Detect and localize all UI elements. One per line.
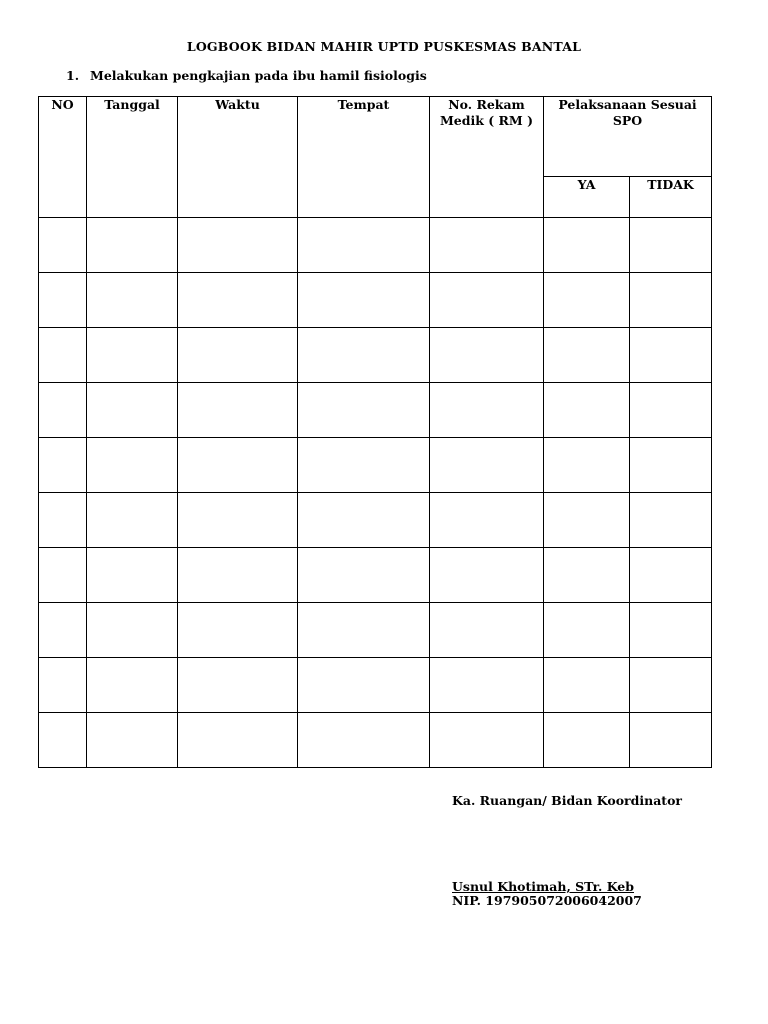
table-cell: [87, 273, 178, 328]
table-cell: [430, 438, 544, 493]
header-tanggal: Tanggal: [87, 97, 178, 218]
table-row: [39, 658, 712, 713]
table-row: [39, 713, 712, 768]
table-row: [39, 218, 712, 273]
table-cell: [298, 328, 430, 383]
table-cell: [544, 658, 630, 713]
table-cell: [87, 438, 178, 493]
section-heading: [66, 68, 427, 83]
table-cell: [39, 438, 87, 493]
table-cell: [630, 493, 712, 548]
table-cell: [178, 328, 298, 383]
table-cell: [544, 218, 630, 273]
header-rekam-medik-line2: Medik ( RM ): [439, 113, 534, 128]
table-cell: [178, 273, 298, 328]
table-cell: [87, 603, 178, 658]
table-cell: [298, 658, 430, 713]
section-number: 1.: [66, 68, 80, 83]
table-cell: [298, 273, 430, 328]
header-pelaksanaan-line1: Pelaksanaan Sesuai: [558, 97, 697, 112]
header-waktu: Waktu: [178, 97, 298, 218]
table-row: [39, 603, 712, 658]
table-cell: [298, 438, 430, 493]
table-cell: [39, 603, 87, 658]
document-title: LOGBOOK BIDAN MAHIR UPTD PUSKESMAS BANTAL: [186, 39, 582, 54]
table-cell: [178, 438, 298, 493]
table-cell: [630, 658, 712, 713]
table-cell: [178, 603, 298, 658]
header-pelaksanaan-line2: SPO: [612, 113, 643, 128]
table-cell: [39, 383, 87, 438]
table-cell: [178, 713, 298, 768]
table-cell: [298, 493, 430, 548]
table-cell: [430, 273, 544, 328]
header-rekam-medik-line1: No. Rekam: [448, 97, 525, 112]
signature-nip: NIP. 197905072006042007: [452, 893, 642, 908]
table-cell: [544, 493, 630, 548]
table-cell: [39, 273, 87, 328]
table-cell: [630, 548, 712, 603]
table-cell: [630, 218, 712, 273]
table-cell: [630, 438, 712, 493]
table-cell: [87, 548, 178, 603]
signature-role: Ka. Ruangan/ Bidan Koordinator: [452, 793, 682, 808]
table-cell: [87, 658, 178, 713]
table-cell: [39, 218, 87, 273]
header-rekam-medik: [430, 97, 544, 218]
table-cell: [298, 218, 430, 273]
table-cell: [178, 548, 298, 603]
table-row: [39, 493, 712, 548]
table-cell: [87, 713, 178, 768]
signature-name: Usnul Khotimah, STr. Keb: [452, 879, 634, 894]
table-cell: [544, 273, 630, 328]
logbook-body: [39, 218, 712, 768]
header-no: NO: [39, 97, 87, 218]
table-cell: [39, 548, 87, 603]
table-cell: [39, 328, 87, 383]
table-cell: [544, 548, 630, 603]
table-cell: [298, 603, 430, 658]
table-cell: [430, 713, 544, 768]
table-cell: [39, 493, 87, 548]
table-cell: [430, 328, 544, 383]
table-row: [39, 438, 712, 493]
table-row: [39, 383, 712, 438]
table-cell: [87, 218, 178, 273]
table-cell: [178, 383, 298, 438]
table-cell: [298, 548, 430, 603]
table-cell: [178, 658, 298, 713]
table-cell: [544, 383, 630, 438]
table-cell: [544, 603, 630, 658]
table-cell: [630, 273, 712, 328]
table-cell: [87, 328, 178, 383]
table-cell: [430, 218, 544, 273]
table-cell: [430, 383, 544, 438]
table-cell: [298, 383, 430, 438]
table-cell: [544, 713, 630, 768]
table-cell: [87, 383, 178, 438]
table-cell: [630, 713, 712, 768]
table-cell: [178, 493, 298, 548]
table-cell: [630, 603, 712, 658]
table-cell: [430, 658, 544, 713]
header-pelaksanaan-spo: [544, 97, 712, 177]
table-cell: [39, 658, 87, 713]
table-cell: [544, 328, 630, 383]
logbook-table: [38, 96, 712, 768]
section-text: Melakukan pengkajian pada ibu hamil fisiologis: [90, 68, 427, 83]
table-cell: [630, 383, 712, 438]
table-cell: [430, 548, 544, 603]
header-tempat: Tempat: [298, 97, 430, 218]
header-tidak: TIDAK: [630, 177, 712, 218]
header-ya: YA: [544, 177, 630, 218]
table-cell: [178, 218, 298, 273]
table-cell: [544, 438, 630, 493]
table-cell: [430, 493, 544, 548]
table-cell: [630, 328, 712, 383]
table-cell: [39, 713, 87, 768]
table-cell: [298, 713, 430, 768]
table-cell: [430, 603, 544, 658]
table-row: [39, 273, 712, 328]
table-cell: [87, 493, 178, 548]
table-row: [39, 548, 712, 603]
table-row: [39, 328, 712, 383]
